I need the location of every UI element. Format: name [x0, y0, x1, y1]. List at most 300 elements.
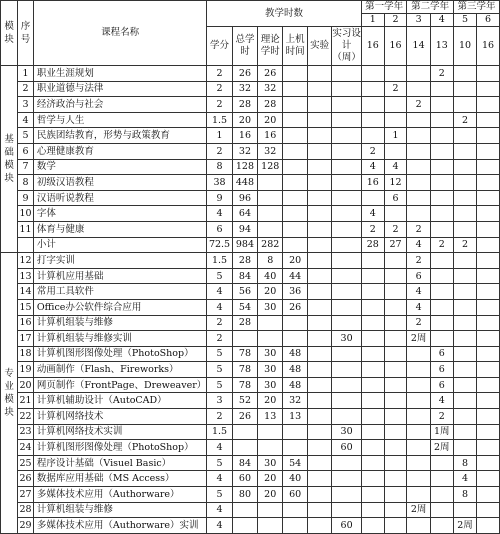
row-experiment: [307, 393, 331, 409]
table-row: [1, 81, 500, 97]
row-course-name: 经济政治与社会: [33, 97, 206, 113]
row-semester-1: [361, 81, 384, 97]
row-theory: 8: [258, 253, 283, 269]
row-semester-3: [407, 346, 430, 362]
row-course-name: 职业道德与法律: [33, 81, 206, 97]
row-computer: [283, 237, 308, 253]
row-computer: [283, 190, 308, 206]
row-semester-3: [407, 159, 430, 175]
row-semester-5: [453, 175, 476, 191]
header-theory-hours: 理论学时: [258, 27, 283, 66]
row-seq: 6: [18, 143, 34, 159]
row-semester-4: [430, 221, 453, 237]
row-seq: 8: [18, 175, 34, 191]
row-seq: 9: [18, 190, 34, 206]
row-total: 28: [232, 97, 257, 113]
row-theory: 26: [258, 66, 283, 82]
row-credit: 5: [207, 362, 233, 378]
row-total: 54: [232, 299, 257, 315]
row-computer: [283, 159, 308, 175]
row-seq: 1: [18, 66, 34, 82]
row-total: 448: [232, 175, 257, 191]
row-theory: [258, 502, 283, 518]
row-practice: [332, 471, 362, 487]
row-computer: 36: [283, 284, 308, 300]
row-semester-6: [477, 112, 500, 128]
row-semester-1: [361, 487, 384, 503]
row-semester-4: [430, 502, 453, 518]
row-experiment: [307, 424, 331, 440]
row-credit: 2: [207, 81, 233, 97]
row-semester-1: [361, 253, 384, 269]
row-semester-2: [384, 424, 407, 440]
row-seq: 7: [18, 159, 34, 175]
row-semester-3: [407, 362, 430, 378]
row-course-name: 计算机组装与维修: [33, 315, 206, 331]
row-theory: 20: [258, 284, 283, 300]
row-credit: 3: [207, 393, 233, 409]
row-semester-3: [407, 440, 430, 456]
row-computer: 48: [283, 362, 308, 378]
header-year-1: 第一学年: [361, 1, 407, 14]
row-credit: 5: [207, 377, 233, 393]
row-course-name: 计算机组装与维修: [33, 502, 206, 518]
row-semester-3: [407, 190, 430, 206]
row-credit: 9: [207, 190, 233, 206]
row-semester-2: 12: [384, 175, 407, 191]
row-semester-4: [430, 268, 453, 284]
row-course-name: 动画制作（Flash、Fireworks）: [33, 362, 206, 378]
row-semester-2: [384, 377, 407, 393]
row-seq: 4: [18, 112, 34, 128]
row-credit: 5: [207, 455, 233, 471]
row-theory: 16: [258, 128, 283, 144]
row-seq: 13: [18, 268, 34, 284]
row-computer: [283, 112, 308, 128]
row-credit: 5: [207, 268, 233, 284]
row-course-name: Office办公软件综合应用: [33, 299, 206, 315]
row-semester-2: [384, 284, 407, 300]
header-semester-1: 1: [361, 14, 384, 27]
row-total: 78: [232, 346, 257, 362]
row-semester-6: [477, 487, 500, 503]
row-semester-2: [384, 97, 407, 113]
row-computer: 32: [283, 393, 308, 409]
row-seq: 12: [18, 253, 34, 269]
row-total: [232, 424, 257, 440]
row-seq: 17: [18, 331, 34, 347]
row-semester-3: [407, 471, 430, 487]
row-practice: [332, 112, 362, 128]
row-credit: 4: [207, 299, 233, 315]
row-semester-5: [453, 362, 476, 378]
row-total: 16: [232, 128, 257, 144]
row-theory: 32: [258, 143, 283, 159]
table-row: [1, 112, 500, 128]
row-semester-3: [407, 393, 430, 409]
row-semester-4: [430, 331, 453, 347]
row-practice: [332, 284, 362, 300]
row-semester-5: [453, 299, 476, 315]
header-practice-weeks: 实习设计（周）: [332, 27, 362, 66]
row-experiment: [307, 237, 331, 253]
row-semester-6: [477, 284, 500, 300]
row-semester-1: 28: [361, 237, 384, 253]
row-semester-5: [453, 66, 476, 82]
row-semester-2: [384, 471, 407, 487]
row-credit: 2: [207, 315, 233, 331]
row-experiment: [307, 471, 331, 487]
row-total: 28: [232, 315, 257, 331]
row-practice: [332, 377, 362, 393]
row-practice: [332, 143, 362, 159]
row-computer: 54: [283, 455, 308, 471]
row-semester-3: [407, 487, 430, 503]
row-semester-3: [407, 424, 430, 440]
row-computer: [283, 440, 308, 456]
table-row: [1, 237, 500, 253]
row-experiment: [307, 66, 331, 82]
row-semester-1: 2: [361, 221, 384, 237]
header-semester-2: 2: [384, 14, 407, 27]
row-computer: 48: [283, 377, 308, 393]
header-module: 模块: [1, 1, 18, 66]
row-semester-1: [361, 393, 384, 409]
row-total: 94: [232, 221, 257, 237]
table-row: [1, 128, 500, 144]
row-semester-4: [430, 206, 453, 222]
row-computer: [283, 315, 308, 331]
row-seq: 22: [18, 409, 34, 425]
row-seq: 11: [18, 221, 34, 237]
row-seq: 3: [18, 97, 34, 113]
row-total: 84: [232, 268, 257, 284]
row-computer: [283, 143, 308, 159]
row-semester-4: 6: [430, 346, 453, 362]
row-semester-4: 2: [430, 66, 453, 82]
row-semester-5: [453, 393, 476, 409]
row-semester-1: 2: [361, 143, 384, 159]
table-row: [1, 299, 500, 315]
row-experiment: [307, 268, 331, 284]
row-credit: 2: [207, 66, 233, 82]
row-semester-1: [361, 190, 384, 206]
row-semester-6: [477, 424, 500, 440]
row-practice: 60: [332, 440, 362, 456]
row-semester-6: [477, 66, 500, 82]
row-theory: 20: [258, 471, 283, 487]
row-semester-1: [361, 284, 384, 300]
row-credit: 4: [207, 440, 233, 456]
row-experiment: [307, 175, 331, 191]
row-total: 78: [232, 362, 257, 378]
table-row: [1, 143, 500, 159]
row-semester-4: [430, 299, 453, 315]
row-semester-4: [430, 81, 453, 97]
row-course-name: 数据库应用基础（MS Access）: [33, 471, 206, 487]
row-seq: 20: [18, 377, 34, 393]
row-semester-6: [477, 393, 500, 409]
row-semester-3: [407, 175, 430, 191]
row-semester-2: 1: [384, 128, 407, 144]
row-seq: 5: [18, 128, 34, 144]
header-weeks-1: 16: [361, 27, 384, 66]
row-semester-6: [477, 315, 500, 331]
row-theory: 40: [258, 268, 283, 284]
header-semester-3: 3: [407, 14, 430, 27]
row-semester-5: [453, 315, 476, 331]
row-computer: 26: [283, 299, 308, 315]
table-row: [1, 315, 500, 331]
row-semester-1: [361, 128, 384, 144]
row-semester-1: [361, 299, 384, 315]
row-semester-3: [407, 206, 430, 222]
row-experiment: [307, 518, 331, 534]
row-semester-6: [477, 518, 500, 534]
row-seq: 28: [18, 502, 34, 518]
row-semester-2: [384, 206, 407, 222]
row-semester-6: [477, 143, 500, 159]
header-semester-4: 4: [430, 14, 453, 27]
row-semester-4: 2: [430, 409, 453, 425]
row-total: 26: [232, 409, 257, 425]
row-computer: 48: [283, 346, 308, 362]
row-semester-2: [384, 253, 407, 269]
row-semester-1: [361, 471, 384, 487]
row-semester-1: 4: [361, 159, 384, 175]
table-row: [1, 455, 500, 471]
row-course-name: 打字实训: [33, 253, 206, 269]
row-total: 84: [232, 455, 257, 471]
row-semester-6: [477, 362, 500, 378]
row-semester-2: 4: [384, 159, 407, 175]
row-computer: [283, 175, 308, 191]
row-total: [232, 502, 257, 518]
row-credit: 2: [207, 409, 233, 425]
row-semester-6: [477, 331, 500, 347]
row-computer: [283, 518, 308, 534]
row-course-name: 心理健康教育: [33, 143, 206, 159]
row-theory: [258, 331, 283, 347]
row-semester-5: [453, 159, 476, 175]
table-row: [1, 393, 500, 409]
row-theory: [258, 190, 283, 206]
row-credit: 4: [207, 518, 233, 534]
row-computer: [283, 221, 308, 237]
header-experiment: 实验: [307, 27, 331, 66]
row-semester-3: [407, 143, 430, 159]
row-total: [232, 331, 257, 347]
row-course-name: 数学: [33, 159, 206, 175]
row-semester-1: [361, 440, 384, 456]
row-theory: 128: [258, 159, 283, 175]
row-semester-1: [361, 502, 384, 518]
row-course-name: 职业生涯规划: [33, 66, 206, 82]
row-practice: 30: [332, 424, 362, 440]
row-semester-6: [477, 502, 500, 518]
row-computer: 60: [283, 487, 308, 503]
row-computer: [283, 206, 308, 222]
row-semester-6: [477, 346, 500, 362]
row-seq: 25: [18, 455, 34, 471]
row-theory: 30: [258, 362, 283, 378]
row-credit: 2: [207, 97, 233, 113]
row-semester-4: [430, 315, 453, 331]
row-computer: [283, 424, 308, 440]
row-course-name: 汉语听说教程: [33, 190, 206, 206]
header-teaching-hours: 教学时数: [207, 1, 362, 27]
row-credit: 1.5: [207, 112, 233, 128]
row-semester-4: [430, 253, 453, 269]
row-experiment: [307, 362, 331, 378]
row-semester-4: 4: [430, 393, 453, 409]
row-semester-4: [430, 175, 453, 191]
row-semester-2: [384, 502, 407, 518]
row-semester-2: [384, 455, 407, 471]
row-credit: 1.5: [207, 424, 233, 440]
header-total-hours: 总学时: [232, 27, 257, 66]
row-semester-2: [384, 518, 407, 534]
row-semester-5: 2: [453, 237, 476, 253]
row-experiment: [307, 112, 331, 128]
row-total: 78: [232, 377, 257, 393]
table-row: [1, 284, 500, 300]
row-semester-2: [384, 393, 407, 409]
row-semester-6: [477, 268, 500, 284]
row-semester-2: [384, 268, 407, 284]
row-semester-5: 8: [453, 455, 476, 471]
row-experiment: [307, 299, 331, 315]
row-theory: 30: [258, 299, 283, 315]
row-total: 26: [232, 66, 257, 82]
row-practice: [332, 455, 362, 471]
row-total: 32: [232, 81, 257, 97]
row-total: 28: [232, 253, 257, 269]
row-total: 128: [232, 159, 257, 175]
row-semester-6: [477, 159, 500, 175]
row-practice: [332, 487, 362, 503]
row-semester-2: 2: [384, 81, 407, 97]
row-semester-6: [477, 221, 500, 237]
row-theory: 30: [258, 455, 283, 471]
row-credit: 4: [207, 471, 233, 487]
row-practice: [332, 253, 362, 269]
row-total: 64: [232, 206, 257, 222]
row-practice: [332, 502, 362, 518]
module-group-label: 专业模块: [1, 253, 18, 534]
row-theory: 30: [258, 377, 283, 393]
row-practice: [332, 393, 362, 409]
row-experiment: [307, 221, 331, 237]
row-theory: [258, 518, 283, 534]
row-semester-6: [477, 377, 500, 393]
row-semester-6: [477, 409, 500, 425]
row-course-name: 计算机组装与维修实训: [33, 331, 206, 347]
row-semester-3: [407, 66, 430, 82]
row-seq: 23: [18, 424, 34, 440]
row-experiment: [307, 159, 331, 175]
row-semester-6: [477, 97, 500, 113]
table-row: [1, 253, 500, 269]
module-group-label: 基础模块: [1, 66, 18, 253]
row-semester-6: [477, 471, 500, 487]
row-semester-6: [477, 190, 500, 206]
row-practice: [332, 159, 362, 175]
row-theory: 32: [258, 81, 283, 97]
row-total: 80: [232, 487, 257, 503]
table-row: [1, 424, 500, 440]
row-semester-4: [430, 471, 453, 487]
row-practice: [332, 237, 362, 253]
curriculum-table-body: [1, 66, 500, 534]
row-semester-3: [407, 128, 430, 144]
row-course-name: 计算机图形图像处理（PhotoShop）: [33, 346, 206, 362]
row-total: [232, 518, 257, 534]
row-semester-1: [361, 97, 384, 113]
row-theory: 13: [258, 409, 283, 425]
row-experiment: [307, 377, 331, 393]
row-theory: [258, 175, 283, 191]
row-semester-1: [361, 346, 384, 362]
row-semester-2: [384, 299, 407, 315]
row-semester-1: [361, 112, 384, 128]
row-semester-5: [453, 81, 476, 97]
row-semester-3: 2周: [407, 331, 430, 347]
row-semester-3: [407, 377, 430, 393]
row-seq: 10: [18, 206, 34, 222]
row-seq: 26: [18, 471, 34, 487]
row-semester-6: [477, 237, 500, 253]
row-experiment: [307, 440, 331, 456]
row-practice: [332, 346, 362, 362]
row-semester-1: [361, 409, 384, 425]
row-practice: 30: [332, 331, 362, 347]
row-credit: 4: [207, 206, 233, 222]
row-credit: 6: [207, 221, 233, 237]
row-experiment: [307, 455, 331, 471]
table-row: [1, 159, 500, 175]
row-semester-5: [453, 143, 476, 159]
row-semester-6: [477, 253, 500, 269]
row-semester-6: [477, 440, 500, 456]
row-semester-3: [407, 112, 430, 128]
header-weeks-5: 10: [453, 27, 476, 66]
row-semester-6: [477, 175, 500, 191]
header-weeks-6: 16: [477, 27, 500, 66]
row-semester-2: [384, 362, 407, 378]
row-practice: [332, 409, 362, 425]
row-semester-5: [453, 268, 476, 284]
row-experiment: [307, 253, 331, 269]
row-semester-3: 4: [407, 284, 430, 300]
row-theory: [258, 315, 283, 331]
row-computer: [283, 66, 308, 82]
row-total: 60: [232, 471, 257, 487]
row-computer: 13: [283, 409, 308, 425]
table-row: [1, 175, 500, 191]
row-semester-4: [430, 284, 453, 300]
row-seq: 27: [18, 487, 34, 503]
header-course-name: 课程名称: [33, 1, 206, 66]
row-semester-4: [430, 112, 453, 128]
row-semester-3: 2: [407, 315, 430, 331]
row-computer: 40: [283, 471, 308, 487]
row-course-name: 字体: [33, 206, 206, 222]
row-semester-5: [453, 502, 476, 518]
row-total: [232, 440, 257, 456]
row-practice: [332, 175, 362, 191]
row-semester-4: [430, 190, 453, 206]
